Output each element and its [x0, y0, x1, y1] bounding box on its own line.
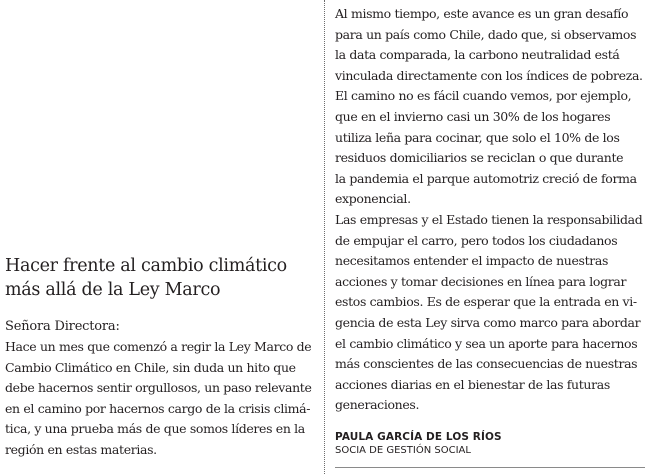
author-name: PAULA GARCÍA DE LOS RÍOS: [335, 431, 502, 443]
body-line: estos cambios. Es de esperar que la entrada en vi-: [335, 294, 637, 310]
letter-salutation: Señora Directora:: [5, 319, 120, 334]
body-line: la data comparada, la carbono neutralidad está: [335, 47, 620, 63]
body-line: de empujar el carro, pero todos los ciudadanos: [335, 232, 618, 248]
body-line: Hace un mes que comenzó a regir la Ley Marco de: [5, 339, 312, 354]
body-line: en el camino por hacernos cargo de la crisis climá-: [5, 400, 311, 416]
body-line: exponencial.: [335, 191, 411, 207]
headline-line: más allá de la Ley Marco: [5, 280, 221, 300]
body-line: la pandemia el parque automotriz creció de forma: [335, 170, 637, 186]
body-line: el cambio climático y sea un aporte para hacernos: [335, 335, 638, 351]
body-line: El camino no es fácil cuando vemos, por ejemplo,: [335, 88, 632, 104]
bottom-divider: [335, 467, 645, 468]
author-role: SOCIA DE GESTIÓN SOCIAL: [335, 445, 471, 456]
letter-body-right: [335, 4, 645, 416]
body-line: residuos domiciliarios se reciclan o que durante: [335, 150, 624, 166]
body-line: Las empresas y el Estado tienen la responsabilidad: [335, 211, 643, 227]
body-line: para un país como Chile, dado que, si observamos: [335, 26, 637, 42]
body-line: Al mismo tiempo, este avance es un gran desafío: [335, 6, 629, 21]
body-line: región en estas materias.: [5, 441, 157, 457]
body-line: vinculada directamente con los índices de pobreza.: [335, 67, 643, 83]
headline-line: Hacer frente al cambio climático: [5, 256, 287, 276]
body-line: más conscientes de las consecuencias de nuestras: [335, 356, 638, 372]
column-divider: [324, 0, 325, 474]
body-line: generaciones.: [335, 397, 420, 413]
letter-body-left: [5, 337, 311, 461]
body-line: utiliza leña para cocinar, que solo el 10% de los: [335, 129, 620, 145]
body-line: tica, y una prueba más de que somos líderes en la: [5, 421, 305, 437]
letter-signature: [335, 431, 645, 457]
left-column: [5, 254, 311, 461]
right-column: [335, 4, 645, 416]
body-line: acciones y tomar decisiones en línea para lograr: [335, 273, 627, 289]
body-line: debe hacernos sentir orgullosos, un paso relevante: [5, 380, 312, 396]
body-line: acciones diarias en el bienestar de las futuras: [335, 376, 610, 392]
body-line: que en el invierno casi un 30% de los hogares: [335, 108, 611, 124]
letter-headline: [5, 254, 311, 302]
body-line: necesitamos entender el impacto de nuestras: [335, 253, 609, 269]
body-line: gencia de esta Ley sirva como marco para abordar: [335, 314, 641, 330]
body-line: Cambio Climático en Chile, sin duda un hito que: [5, 359, 296, 375]
